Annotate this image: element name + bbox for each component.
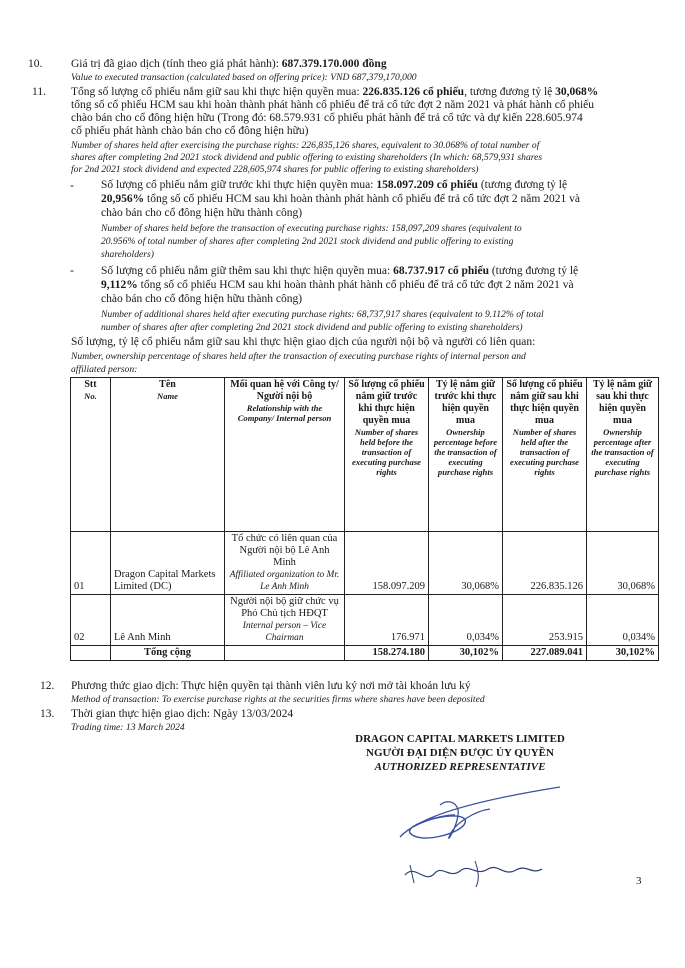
cell-rel-en: Internal person – Vice Chairman (242, 621, 327, 643)
item-number: 11. (32, 86, 46, 98)
bullet1-pct: 20,956% (101, 193, 145, 205)
item10-en: Value to executed transaction (calculated based on offering price): VND 687,379,170,000 (71, 72, 417, 83)
bullet1-en-line3: shareholders) (101, 249, 154, 260)
bullet2-en-line2: number of shares after after completing 2nd 2021 stock dividend and public offering to existing shareholders) (101, 322, 523, 333)
bullet2-suffix: (tương đương tỷ lệ (488, 265, 579, 277)
cell-no: 01 (71, 532, 111, 595)
col-header-vi: Stt (84, 379, 97, 390)
item11-en-line1: Number of shares held after exercising the purchase rights: 226,835,126 shares, equivalent to 30.068% of total number of (71, 140, 540, 151)
table-row (71, 532, 659, 595)
col-header-vi: Tên (159, 379, 176, 390)
bullet2-en-line1: Number of additional shares held after executing purchase rights: 68,737,917 shares (equivalent to 9.112% of total (101, 309, 544, 320)
cell-shares-before: 158.097.209 (345, 532, 429, 595)
representative-role-vi: NGƯỜI ĐẠI DIỆN ĐƯỢC ỦY QUYỀN (366, 747, 554, 759)
bullet2-pct: 9,112% (101, 279, 138, 291)
cell-name: Lê Anh Minh (111, 595, 225, 646)
table-total-row (71, 646, 659, 661)
bullet1-vi-line1 (101, 179, 567, 192)
item-number: 13. (40, 708, 55, 720)
holdings-table (70, 377, 659, 661)
col-header-en: Number of shares held after the transaction of executing purchase rights (510, 427, 579, 477)
item13-vi: Thời gian thực hiện giao dịch: Ngày 13/03/2024 (71, 708, 294, 720)
item10-value: 687.379.170.000 đồng (281, 58, 387, 70)
col-header-pct-before (429, 378, 503, 532)
company-name: DRAGON CAPITAL MARKETS LIMITED (355, 733, 565, 745)
cell-rel-vi: Người nội bộ giữ chức vụ Phó Chủ tịch HĐQT (230, 596, 339, 619)
col-header-pct-after (587, 378, 659, 532)
item12-vi: Phương thức giao dịch: Thực hiện quyền tại thành viên lưu ký nơi mở tài khoản lưu ký (71, 680, 471, 692)
bullet2-vi-line1 (101, 265, 578, 278)
bullet1-en-line1: Number of shares held before the transaction of executing purchase rights: 158,097,209 shares (equivalent to (101, 223, 522, 234)
handwritten-signature (380, 775, 590, 895)
col-header-vi: Tỷ lệ nắm giữ trước khi thực hiện quyền mua (434, 379, 497, 426)
cell-pct-after: 30,068% (587, 532, 659, 595)
col-header-en: Ownership percentage before the transaction of executing purchase rights (433, 427, 498, 477)
col-header-en: Name (156, 391, 178, 401)
col-header-en: Relationship with the Company/ Internal person (237, 403, 332, 423)
cell-pct-after: 0,034% (587, 595, 659, 646)
cell-total-pct-before: 30,102% (429, 646, 503, 661)
item10-label: Giá trị đã giao dịch (tính theo giá phát hành): (71, 58, 282, 70)
bullet2-vi-line2 (101, 279, 574, 292)
bullet1-rest: tổng số cổ phiếu HCM sau khi hoàn thành phát hành cổ phiếu để trả cổ tức đợt 2 năm 2021 và (144, 193, 580, 205)
bullet1-suffix: (tương đương tỷ lệ (477, 179, 568, 191)
cell-relationship (225, 595, 345, 646)
bullet1-vi-line3: chào bán cho cổ đông hiện hữu thành công) (101, 207, 303, 219)
col-header-vi: Tỷ lệ nắm giữ sau khi thực hiện quyền mua (592, 379, 653, 426)
cell-total-label: Tổng cộng (111, 646, 225, 661)
col-header-no (71, 378, 111, 532)
cell-rel-vi: Tổ chức có liên quan của Người nội bộ Lê Anh Minh (231, 533, 338, 568)
cell-no (71, 646, 111, 661)
item11-shares: 226.835.126 cổ phiếu (362, 86, 465, 98)
item-number: 10. (28, 58, 43, 70)
cell-no: 02 (71, 595, 111, 646)
table-header-row (71, 378, 659, 532)
ratio-intro-en-line2: affiliated person: (71, 364, 138, 375)
table-row (71, 595, 659, 646)
col-header-shares-after (503, 378, 587, 532)
bullet-dash: - (70, 178, 74, 192)
item-number: 12. (40, 680, 55, 692)
cell-total-after: 227.089.041 (503, 646, 587, 661)
cell-rel-en: Affiliated organization to Mr. Le Anh Minh (229, 570, 340, 592)
item13-en: Trading time: 13 March 2024 (71, 722, 185, 733)
col-header-vi: Số lượng cổ phiếu nắm giữ sau khi thực hiện quyền mua (506, 379, 583, 426)
cell-relationship (225, 532, 345, 595)
item11-pct: 30,068% (555, 86, 599, 98)
bullet1-vi-line2 (101, 193, 580, 206)
cell-relationship (225, 646, 345, 661)
item11-vi-line1 (71, 86, 598, 99)
col-header-en: No. (84, 391, 97, 401)
col-header-en: Number of shares held before the transaction of executing purchase rights (352, 427, 421, 477)
bullet2-label: Số lượng cổ phiếu nắm giữ thêm sau khi thực hiện quyền mua: (101, 265, 394, 277)
col-header-name (111, 378, 225, 532)
bullet2-vi-line3: chào bán cho cổ đông hiện hữu thành công) (101, 293, 303, 305)
cell-name: Dragon Capital Markets Limited (DC) (111, 532, 225, 595)
item11-mid: , tương đương tỷ lệ (464, 86, 556, 98)
ratio-intro-en-line1: Number, ownership percentage of shares held after the transaction of executing purchase rights of internal person and (71, 351, 526, 362)
bullet1-shares: 158.097.209 cổ phiếu (376, 179, 478, 191)
bullet1-label: Số lượng cổ phiếu nắm giữ trước khi thực hiện quyền mua: (101, 179, 377, 191)
cell-shares-after: 253.915 (503, 595, 587, 646)
col-header-vi: Mối quan hệ với Công ty/ Người nội bộ (230, 379, 339, 402)
col-header-vi: Số lượng cổ phiếu nắm giữ trước khi thực hiện quyền mua (348, 379, 425, 426)
bullet2-rest: tổng số cổ phiếu HCM sau khi hoàn thành phát hành cổ phiếu để trả cổ tức đợt 2 năm 2021 và (137, 279, 574, 291)
item11-vi-line2: tổng số cổ phiếu HCM sau khi hoàn thành phát hành cổ phiếu để trả cổ tức đợt 2 năm 2021 và phát hành cổ phiếu (71, 99, 594, 111)
col-header-en: Ownership percentage after the transaction of executing purchase rights (591, 427, 654, 477)
ratio-intro-vi: Số lượng, tỷ lệ cổ phiếu nắm giữ sau khi thực hiện giao dịch của người nội bộ và người có liên quan: (71, 336, 536, 348)
cell-shares-before: 176.971 (345, 595, 429, 646)
bullet1-en-line2: 20.956% of total number of shares after completing 2nd 2021 stock dividend and public offering to existing (101, 236, 514, 247)
col-header-shares-before (345, 378, 429, 532)
cell-pct-before: 0,034% (429, 595, 503, 646)
representative-role-en: AUTHORIZED REPRESENTATIVE (374, 761, 546, 773)
cell-total-pct-after: 30,102% (587, 646, 659, 661)
item11-vi-line4: cổ phiếu phát hành chào bán cho cổ đông hiện hữu) (71, 125, 309, 137)
cell-shares-after: 226.835.126 (503, 532, 587, 595)
cell-pct-before: 30,068% (429, 532, 503, 595)
bullet2-shares: 68.737.917 cổ phiếu (393, 265, 489, 277)
item11-en-line3: for 2nd 2021 stock dividend and expected 228,605,974 shares for public offering to existing shareholders) (71, 164, 479, 175)
page-number: 3 (636, 875, 642, 887)
item12-en: Method of transaction: To exercise purchase rights at the securities firms where shares have been deposited (71, 694, 485, 705)
item11-label: Tổng số lượng cổ phiếu nắm giữ sau khi thực hiện quyền mua: (71, 86, 363, 98)
bullet-dash: - (70, 263, 74, 277)
item11-en-line2: shares after completing 2nd 2021 stock dividend and public offering to existing shareholders (In which: 68,579,931 shares (71, 152, 543, 163)
item11-vi-line3: chào bán cho cổ đông hiện hữu (Trong đó: 68.579.931 cổ phiếu phát hành để trả cổ tức và dự kiến 228.605.974 (71, 112, 583, 124)
col-header-relationship (225, 378, 345, 532)
cell-total-before: 158.274.180 (345, 646, 429, 661)
item10-vi (71, 58, 387, 71)
